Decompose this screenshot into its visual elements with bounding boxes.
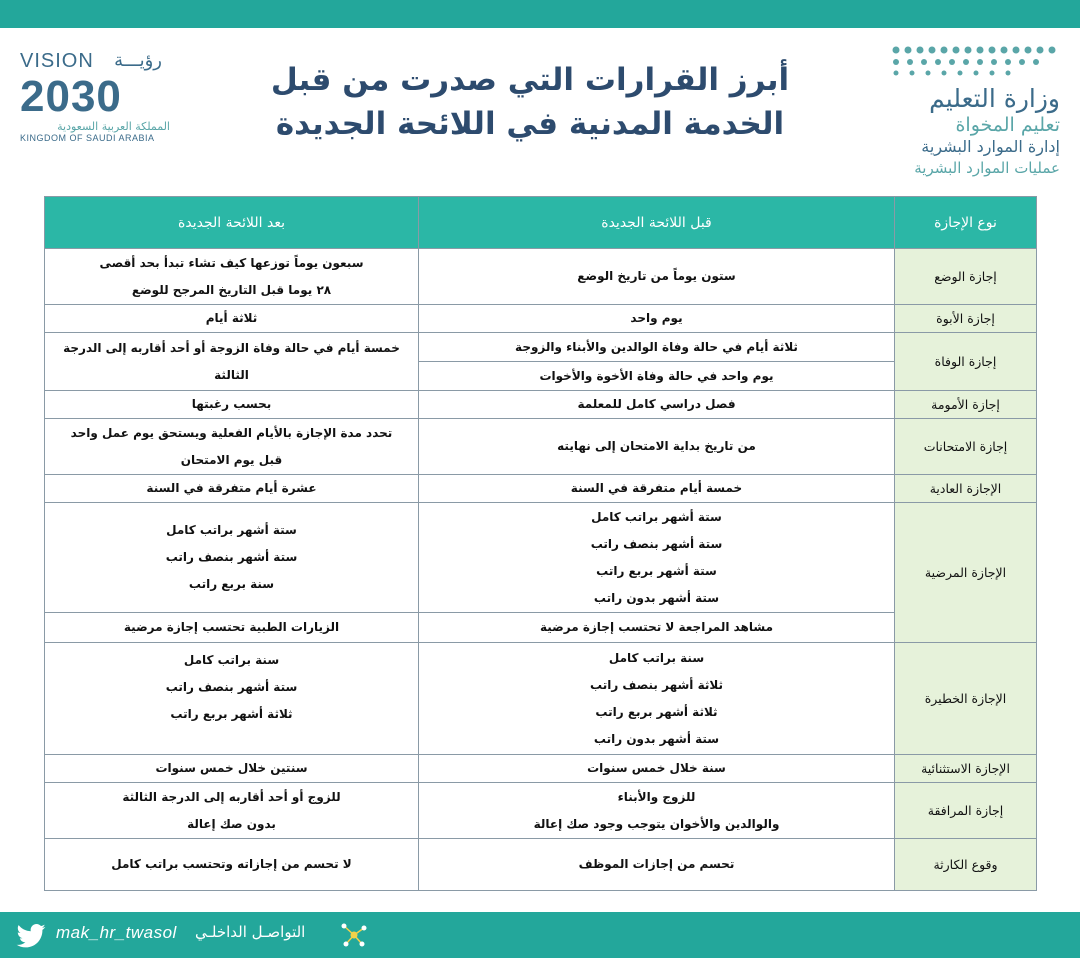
after-cell: بحسب رغبتها [45,391,419,419]
table-row [45,503,1037,613]
table-row [45,643,1037,755]
leave-comparison-table [44,196,1036,891]
cell-line: سنة بربع راتب [188,577,275,591]
twitter-handle[interactable]: mak_hr_twasol [56,923,177,942]
cell-line: ستة أشهر براتب كامل [166,523,297,537]
after-cell: ثلاثة أيام [45,305,419,333]
before-cell: ثلاثة أيام في حالة وفاة الوالدين والأبناء والزوجة [419,333,895,362]
after-cell [45,249,419,305]
after-cell: عشرة أيام متفرقة في السنة [45,475,419,503]
type-cell: الإجازة الخطيرة [895,643,1037,755]
table-row [45,755,1037,783]
type-cell: إجازة الأبوة [895,305,1037,333]
before-cell: سنة خلال خمس سنوات [419,755,895,783]
table-row [45,249,1037,305]
ministry-dots-logo-icon [886,42,1056,82]
before-cell [419,249,895,305]
cell-line: ستة أشهر بنصف راتب [165,680,298,694]
cell-line: ثلاثة أشهر بربع راتب [170,707,293,721]
type-cell: إجازة المرافقة [895,783,1037,839]
before-cell: مشاهد المراجعة لا تحتسب إجازة مرضية [419,613,895,643]
before-cell [419,503,895,613]
footer-label: التواصـل الداخلـي [195,923,306,941]
top-accent-bar [0,0,1080,28]
footer-bar [0,912,1080,958]
cell-line: سنة براتب كامل [183,653,280,667]
type-cell: الإجازة الاستثنائية [895,755,1037,783]
table-row [45,475,1037,503]
page-title-line2: الخدمة المدنية في اللائحة الجديدة [275,106,785,142]
ministry-line3: إدارة الموارد البشرية [921,137,1060,156]
type-cell: إجازة الوفاة [895,333,1037,391]
before-cell: من تاريخ بداية الامتحان إلى نهايته [419,419,895,475]
vision-word-en: VISION [20,50,94,72]
network-icon [340,922,368,948]
after-cell: لا تحسم من إجازاته وتحتسب براتب كامل [45,839,419,891]
type-cell: إجازة الامتحانات [895,419,1037,475]
table-row [45,305,1037,333]
cell-line: خمسة أيام في حالة وفاة الزوجة أو أحد أقاربه إلى الدرجة [63,340,400,355]
type-cell: الإجازة المرضية [895,503,1037,643]
cell-line: ستة أشهر بدون راتب [593,731,720,746]
cell-line: ثلاثة أشهر بنصف راتب [590,677,723,692]
before-cell: يوم واحد في حالة وفاة الأخوة والأخوات [419,362,895,391]
after-cell [45,333,419,391]
cell-line: ثلاثة أشهر بربع راتب [595,704,718,719]
cell-line: ستة أشهر براتب كامل [591,509,722,524]
before-cell: فصل دراسي كامل للمعلمة [419,391,895,419]
cell-line: تحدد مدة الإجازة بالأيام الفعلية ويستحق يوم عمل واحد [70,425,393,440]
type-cell: الإجازة العادية [895,475,1037,503]
table-row [45,613,1037,643]
before-cell: يوم واحد [419,305,895,333]
cell-line: سنة براتب كامل [608,650,705,665]
cell-line: قبل يوم الامتحان [180,452,283,467]
before-cell [419,783,895,839]
page-title [250,58,810,146]
cell-line: ستون يوماً من تاريخ الوضع [577,269,736,283]
ministry-line2: تعليم المخواة [955,114,1060,136]
table-header-row [45,197,1037,249]
type-cell: إجازة الوضع [895,249,1037,305]
table-row [45,419,1037,475]
table-row [45,333,1037,362]
cell-line: ستة أشهر بربع راتب [596,563,717,578]
after-cell [45,419,419,475]
type-cell: وقوع الكارثة [895,839,1037,891]
header-after: بعد اللائحة الجديدة [45,197,419,249]
table-row [45,839,1037,891]
vision-country-ar: المملكة العربية السعودية [57,120,170,133]
before-cell: خمسة أيام متفرقة في السنة [419,475,895,503]
table-row [45,783,1037,839]
cell-line: للزوج أو أحد أقاربه إلى الدرجة الثالثة [122,789,341,804]
ministry-line4: عمليات الموارد البشرية [914,159,1060,177]
after-cell: الزيارات الطبية تحتسب إجازة مرضية [45,613,419,643]
twitter-bird-icon[interactable] [16,924,46,948]
ministry-logo [866,42,1066,182]
cell-line: ستة أشهر بدون راتب [593,590,720,605]
cell-line: والوالدين والأخوان يتوجب وجود صك إعالة [533,816,780,831]
page-title-line1: أبرز القرارات التي صدرت من قبل [270,62,790,98]
cell-line: بدون صك إعالة [187,816,276,831]
ministry-name: وزارة التعليم [929,84,1060,113]
cell-line: ستة أشهر بنصف راتب [590,536,723,551]
cell-line: ٢٨ يوما قبل التاريخ المرجح للوضع [131,282,332,297]
vision-2030-logo [20,50,170,160]
after-cell [45,643,419,755]
type-cell: إجازة الأمومة [895,391,1037,419]
after-cell: سنتين خلال خمس سنوات [45,755,419,783]
cell-line: الثالثة [214,367,249,382]
after-cell [45,783,419,839]
vision-word-ar: رؤيـــة [114,50,162,71]
table-row [45,391,1037,419]
after-cell [45,503,419,613]
cell-line: سبعون يوماً توزعها كيف تشاء تبدأ بحد أقصى [99,255,364,270]
vision-year: 2030 [20,72,122,121]
vision-country-en: KINGDOM OF SAUDI ARABIA [20,133,155,143]
before-cell: تحسم من إجازات الموظف [419,839,895,891]
header-before: قبل اللائحة الجديدة [419,197,895,249]
header-type: نوع الإجازة [895,197,1037,249]
before-cell [419,643,895,755]
cell-line: للزوج والأبناء [617,789,696,804]
cell-line: ستة أشهر بنصف راتب [165,550,298,564]
